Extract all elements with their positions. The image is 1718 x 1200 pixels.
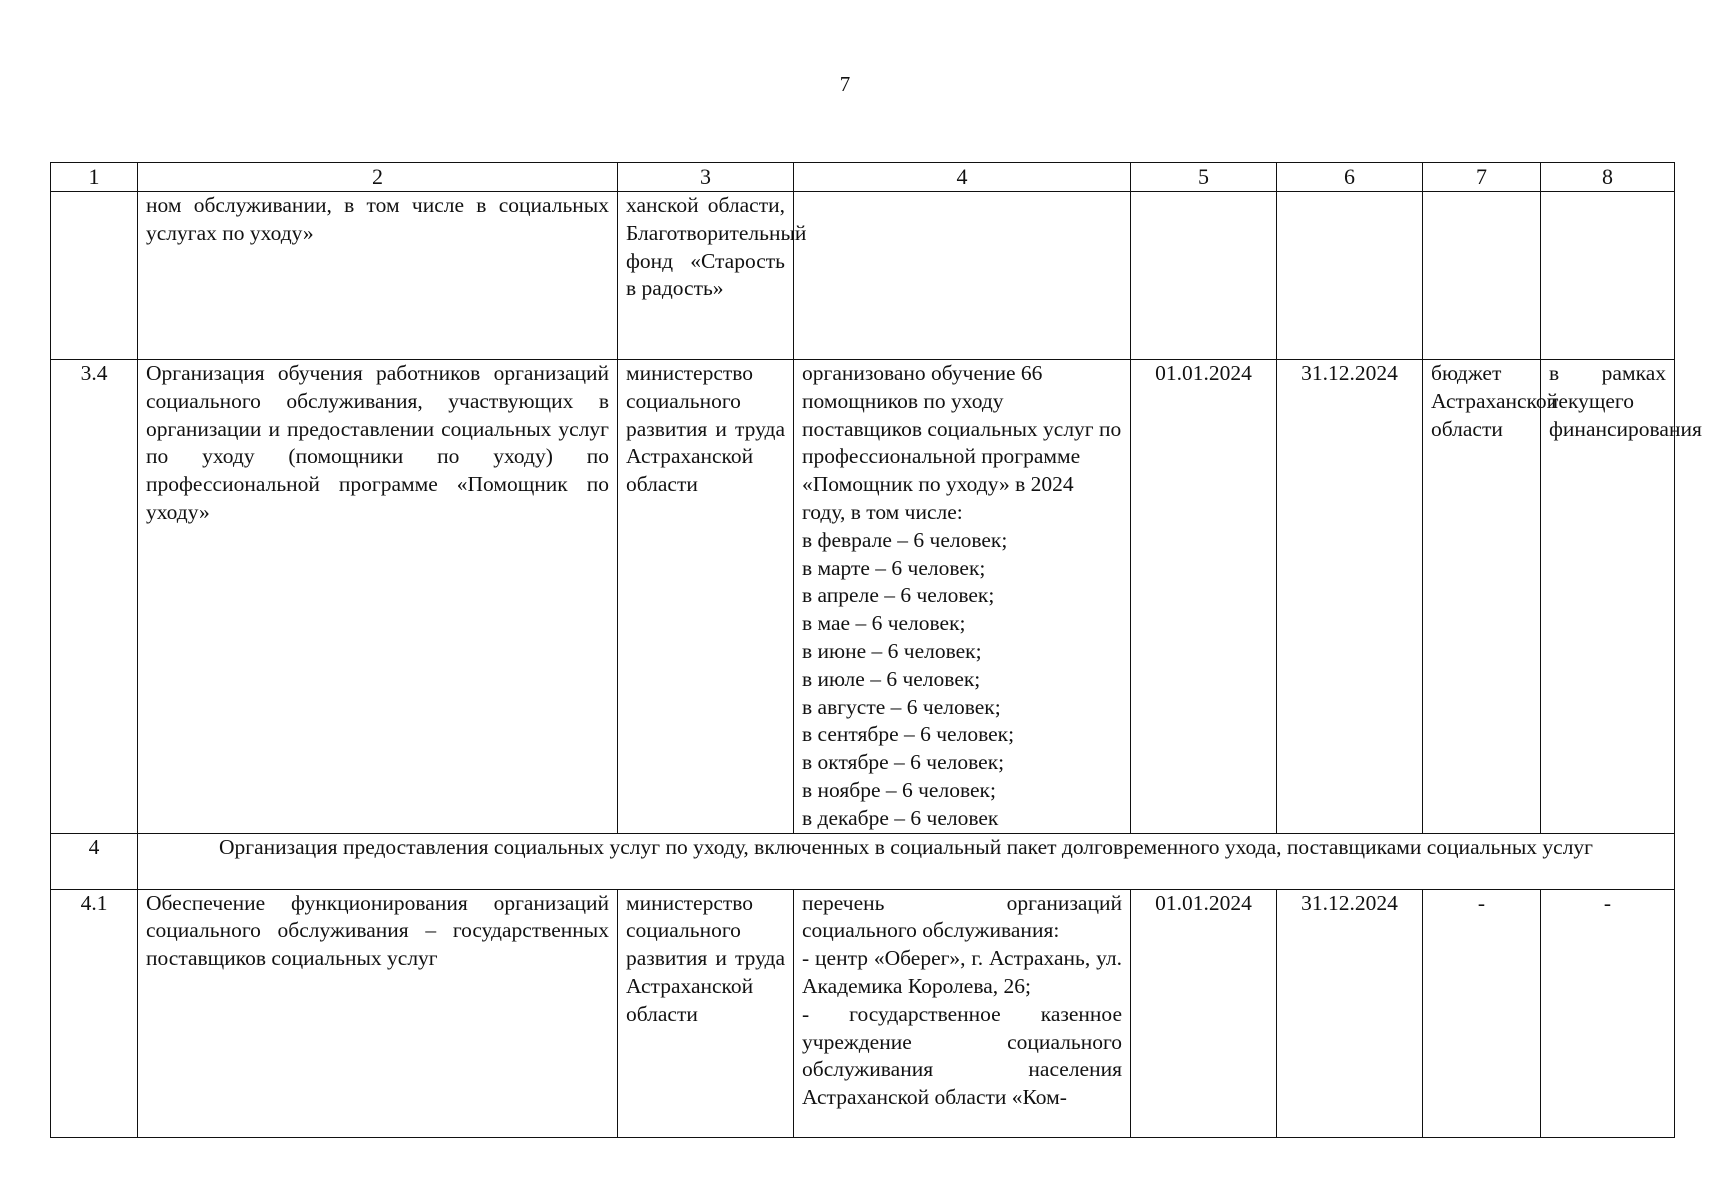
result-item: в феврале – 6 человек;: [802, 527, 1008, 552]
result-item: в марте – 6 человек;: [802, 555, 986, 580]
header-cell-4: 4: [794, 163, 1131, 192]
cell-result: [794, 360, 1131, 834]
cell-start-date: 01.01.2024: [1131, 889, 1277, 1137]
cell-end-date: 31.12.2024: [1277, 360, 1423, 834]
cell-funding-note: в рамках текущего финансирования: [1541, 360, 1675, 834]
table-row-3-4: [51, 360, 1675, 834]
result-intro: организовано обучение 66 помощников по уходу поставщиков социальных услуг по профессиональной программе «Помощник по уходу» в 2024 году, в том числе:: [802, 361, 1122, 524]
cell-start-date: 01.01.2024: [1131, 360, 1277, 834]
header-cell-7: 7: [1423, 163, 1541, 192]
cell-funding-note: -: [1541, 889, 1675, 1137]
result-item: в декабре – 6 человек: [802, 805, 999, 830]
cell-section-num: 4: [51, 833, 138, 889]
header-cell-3: 3: [618, 163, 794, 192]
table-row-4-1: [51, 889, 1675, 1137]
cell-activity: Обеспечение функционирования организаций социального обслуживания – государственных поставщиков социальных услуг: [138, 889, 618, 1137]
header-cell-6: 6: [1277, 163, 1423, 192]
cell-end: [1277, 192, 1423, 360]
cell-source: [1423, 192, 1541, 360]
result-item: в сентябре – 6 человек;: [802, 722, 1015, 747]
cell-start: [1131, 192, 1277, 360]
cell-num: 3.4: [51, 360, 138, 834]
cell-result: [794, 889, 1131, 1137]
header-cell-1: 1: [51, 163, 138, 192]
result-item: в августе – 6 человек;: [802, 694, 1001, 719]
table-header-row: [51, 163, 1675, 192]
result-item: в ноябре – 6 человек;: [802, 777, 996, 802]
result-item: в октябре – 6 человек;: [802, 750, 1005, 775]
cell-funding-source: бюджет Астраханской области: [1423, 360, 1541, 834]
table-row-continuation: [51, 192, 1675, 360]
cell-activity: ном обслуживании, в том числе в социальных услугах по уходу»: [138, 192, 618, 360]
cell-funding-source: -: [1423, 889, 1541, 1137]
result-item: в апреле – 6 человек;: [802, 583, 995, 608]
header-cell-8: 8: [1541, 163, 1675, 192]
cell-num: 4.1: [51, 889, 138, 1137]
plan-table: [50, 162, 1702, 1138]
table-row-section-4: [51, 833, 1675, 889]
cell-result: [794, 192, 1131, 360]
cell-funding: [1541, 192, 1675, 360]
result-item: - центр «Оберег», г. Астрахань, ул. Академика Королева, 26;: [802, 946, 1122, 998]
section-title: Организация предоставления социальных услуг по уходу, включенных в социальный пакет долговременного ухода, поставщиками социальных услуг: [138, 833, 1675, 889]
cell-end-date: 31.12.2024: [1277, 889, 1423, 1137]
result-item: - государственное казенное учреждение социального обслуживания населения Астраханской области «Ком-: [802, 1001, 1122, 1110]
cell-num: [51, 192, 138, 360]
result-item: в июне – 6 человек;: [802, 638, 982, 663]
result-item: в июле – 6 человек;: [802, 666, 981, 691]
result-item: в мае – 6 человек;: [802, 611, 966, 636]
cell-activity: Организация обучения работников организаций социального обслуживания, участвующих в организации и предоставлении социальных услуг по уходу (помощники по уходу) по профессиональной программе «Помощник по уходу»: [138, 360, 618, 834]
cell-executor: министерство социального развития и труда Астраханской области: [618, 360, 794, 834]
cell-executor: ханской области, Благотворительный фонд «Старость в радость»: [618, 192, 794, 360]
cell-executor: министерство социального развития и труда Астраханской области: [618, 889, 794, 1137]
header-cell-2: 2: [138, 163, 618, 192]
header-cell-5: 5: [1131, 163, 1277, 192]
result-intro: перечень организаций социального обслуживания:: [802, 890, 1122, 943]
page-number: 7: [839, 72, 851, 96]
